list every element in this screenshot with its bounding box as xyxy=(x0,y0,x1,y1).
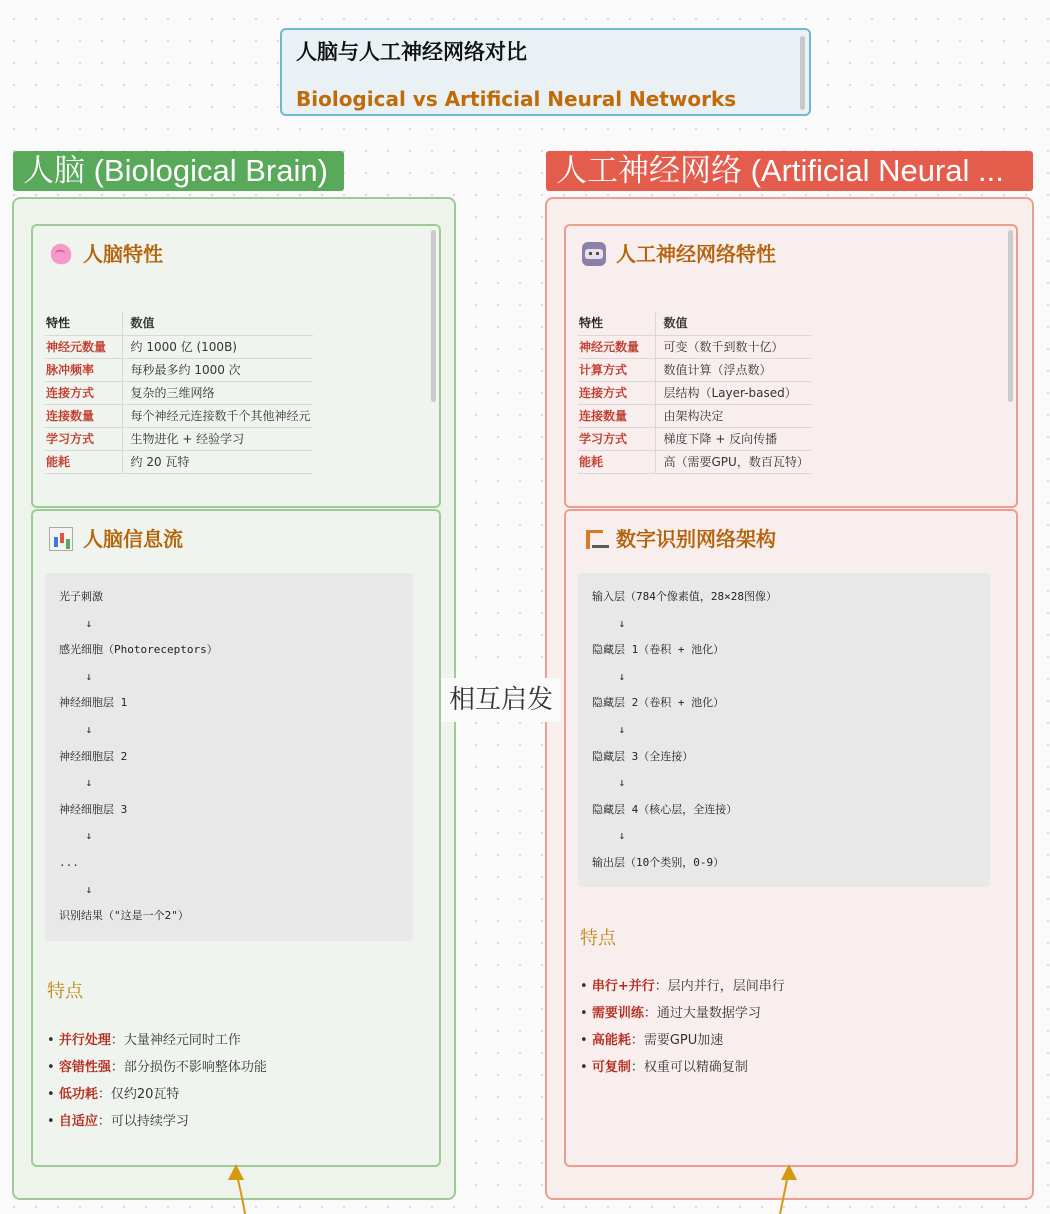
table-cell-key: 连接方式 xyxy=(45,382,122,405)
table-cell-key: 连接数量 xyxy=(45,405,122,428)
table-header: 特性 xyxy=(578,312,655,336)
table-cell-value: 层结构（Layer-based） xyxy=(655,382,811,405)
feature-text: ：需要GPU加速 xyxy=(630,1033,724,1048)
table-cell-value: 梯度下降 + 反向传播 xyxy=(655,428,811,451)
flow-arrow: ↓ xyxy=(59,776,93,790)
flow-arrow: ↓ xyxy=(592,722,626,736)
flow-line: 识别结果（"这是一个2"） xyxy=(59,909,189,923)
table-cell-key: 连接数量 xyxy=(578,405,655,428)
table-cell-key: 脉冲频率 xyxy=(45,359,122,382)
table-cell-value: 由架构决定 xyxy=(655,405,811,428)
flow-line: 隐藏层 1（卷积 + 池化） xyxy=(592,643,725,657)
table-cell-value: 复杂的三维网络 xyxy=(122,382,313,405)
title-english: Biological vs Artificial Neural Networks xyxy=(296,87,737,111)
table-cell-value: 约 20 瓦特 xyxy=(122,451,313,474)
feature-text: ：仅约20瓦特 xyxy=(97,1087,180,1102)
flow-line: 神经细胞层 2 xyxy=(59,749,128,763)
table-cell-value: 约 1000 亿 (100B) xyxy=(122,336,313,359)
flow-line: 输入层（784个像素值，28×28图像） xyxy=(592,590,777,603)
feature-text: ：大量神经元同时工作 xyxy=(110,1033,241,1048)
feature-text: ：层内并行，层间串行 xyxy=(654,979,785,994)
card-title-text: 数字识别网络架构 xyxy=(616,527,776,551)
mutual-inspiration-label: 相互启发 xyxy=(441,678,561,722)
features-heading: 特点 xyxy=(580,928,616,949)
flow-arrow: ↓ xyxy=(59,882,93,896)
flow-line: ... xyxy=(59,855,79,869)
feature-text: ：部分损伤不影响整体功能 xyxy=(110,1060,267,1075)
flow-arrow: ↓ xyxy=(592,669,626,683)
flow-line: 神经细胞层 1 xyxy=(59,696,128,710)
table-cell-key: 能耗 xyxy=(578,451,655,474)
flow-line: 隐藏层 4（核心层，全连接） xyxy=(592,802,738,816)
table-cell-key: 连接方式 xyxy=(578,382,655,405)
table-cell-key: 能耗 xyxy=(45,451,122,474)
arrowhead-brain xyxy=(228,1164,244,1180)
feature-text: ：通过大量数据学习 xyxy=(643,1006,761,1021)
feature-key: 低功耗 xyxy=(58,1087,98,1102)
table-cell-key: 神经元数量 xyxy=(578,336,655,359)
flow-line: 隐藏层 3（全连接） xyxy=(592,749,694,763)
flow-arrow: ↓ xyxy=(59,616,93,630)
card-title-text: 人脑信息流 xyxy=(83,527,183,551)
table-cell-key: 神经元数量 xyxy=(45,336,122,359)
feature-key: 高能耗 xyxy=(591,1033,631,1048)
flow-arrow: ↓ xyxy=(59,722,93,736)
feature-key: 需要训练 xyxy=(591,1006,644,1021)
table-cell-value: 数值计算（浮点数） xyxy=(655,359,811,382)
table-header: 数值 xyxy=(122,312,313,336)
flow-line: 神经细胞层 3 xyxy=(59,802,128,816)
feature-key: 自适应 xyxy=(58,1114,98,1129)
flow-line: 隐藏层 2（卷积 + 池化） xyxy=(592,696,725,710)
flow-line: 光子刺激 xyxy=(59,590,103,603)
title-chinese: 人脑与人工神经网络对比 xyxy=(296,40,527,64)
flow-arrow: ↓ xyxy=(59,829,93,843)
table-cell-value: 高（需要GPU，数百瓦特） xyxy=(655,451,811,474)
table-header: 数值 xyxy=(655,312,811,336)
features-heading: 特点 xyxy=(47,981,83,1002)
arrowhead-ann xyxy=(781,1164,797,1180)
flow-line: 感光细胞（Photoreceptors） xyxy=(59,643,218,657)
table-cell-key: 学习方式 xyxy=(45,428,122,451)
feature-key: 容错性强 xyxy=(58,1060,111,1075)
flow-arrow: ↓ xyxy=(592,616,626,630)
feature-text: ：权重可以精确复制 xyxy=(630,1060,748,1075)
table-cell-value: 可变（数千到数十亿） xyxy=(655,336,811,359)
feature-key: 并行处理 xyxy=(58,1033,111,1048)
feature-key: 串行+并行 xyxy=(591,979,655,994)
table-cell-key: 计算方式 xyxy=(578,359,655,382)
table-header: 特性 xyxy=(45,312,122,336)
table-cell-value: 每个神经元连接数千个其他神经元 xyxy=(122,405,313,428)
table-cell-key: 学习方式 xyxy=(578,428,655,451)
ann-group-label: 人工神经网络 (Artificial Neural ... xyxy=(546,151,1033,191)
card-title-text: 人工神经网络特性 xyxy=(616,242,776,266)
flow-arrow: ↓ xyxy=(59,669,93,683)
flow-arrow: ↓ xyxy=(592,776,626,790)
flow-arrow: ↓ xyxy=(592,829,626,843)
feature-key: 可复制 xyxy=(591,1060,631,1075)
table-cell-value: 生物进化 + 经验学习 xyxy=(122,428,313,451)
feature-text: ：可以持续学习 xyxy=(97,1114,189,1129)
flow-line: 输出层（10个类别，0-9） xyxy=(592,855,725,869)
brain-group-label: 人脑 (Biological Brain) xyxy=(13,151,344,191)
card-title-text: 人脑特性 xyxy=(83,242,163,266)
table-cell-value: 每秒最多约 1000 次 xyxy=(122,359,313,382)
